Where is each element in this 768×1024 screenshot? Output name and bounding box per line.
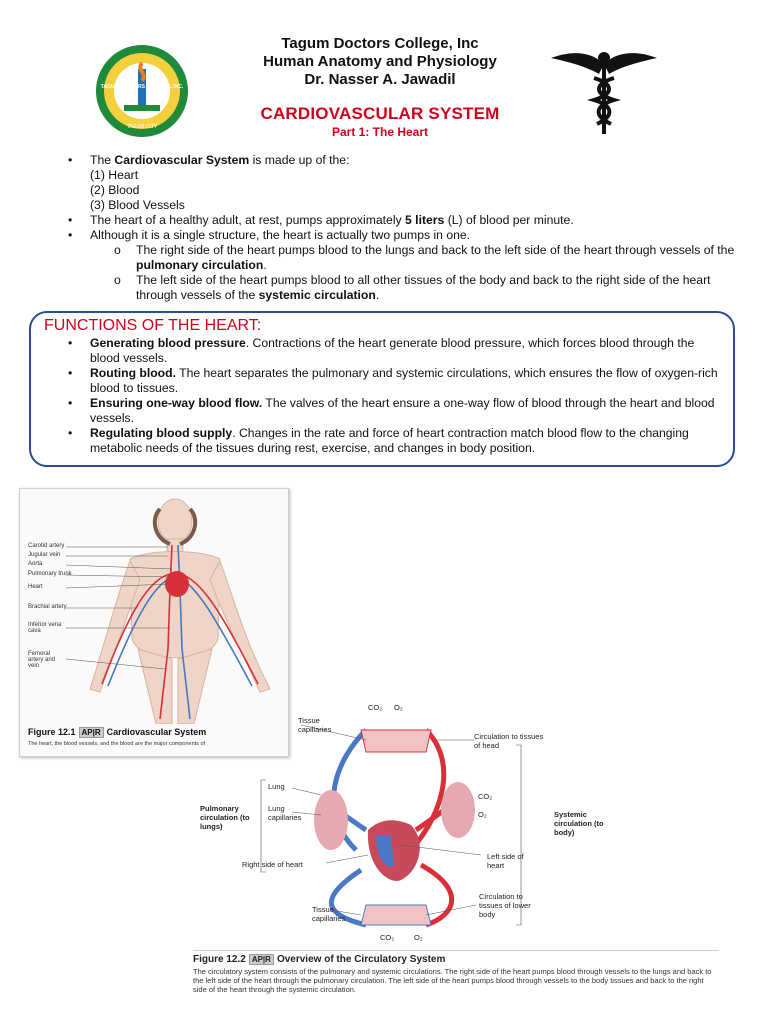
label-co2-right: CO₂ <box>478 792 493 801</box>
label-left-side-heart: Left side of heart <box>487 852 524 870</box>
list-item: (1) Heart <box>90 168 139 182</box>
label-jugular-vein: Jugular vein <box>28 552 61 558</box>
figure1-caption-text: The heart, the blood vessels, and the blood are the major components of <box>28 741 206 747</box>
header-block <box>190 35 570 89</box>
instructor-name: Dr. Nasser A. Jawadil <box>304 71 456 88</box>
bullet-output: • The heart of a healthy adult, at rest, pumps approximately 5 liters (L) of blood per minute. <box>66 213 746 228</box>
figure2-caption <box>193 950 719 994</box>
label-aorta: Aorta <box>28 561 43 567</box>
label-heart: Heart <box>28 584 43 590</box>
label-lung-capillaries: Lung capillaries <box>268 804 302 822</box>
function-item: • Regulating blood supply. Changes in the rate and force of heart contraction match blood flow to the changing metabolic needs of the tissues during rest, exercise, and changes in body position. <box>66 426 726 456</box>
label-circulation-head: Circulation to tissues of head <box>474 732 544 750</box>
label-brachial-artery: Brachial artery <box>28 604 67 610</box>
functions-title: FUNCTIONS OF THE HEART: <box>44 317 262 334</box>
label-tissue-capillaries-bottom: Tissue capillaries <box>312 905 346 923</box>
circulation-diagram <box>196 700 726 950</box>
page-subtitle: Part 1: The Heart <box>331 125 429 139</box>
label-co2-bottom: CO₂ <box>380 933 395 942</box>
function-item: • Ensuring one-way blood flow. The valves of the heart ensure a one-way flow of blood through the heart and blood vessels. <box>66 396 726 426</box>
label-pulmonary-circulation: Pulmonary circulation (to lungs) <box>200 804 250 831</box>
label-lung: Lung <box>268 782 285 791</box>
label-co2-top: CO₂ <box>368 703 383 712</box>
label-systemic-circulation: Systemic circulation (to body) <box>554 810 604 837</box>
function-item: • Generating blood pressure. Contractions of the heart generate blood pressure, which forces blood through the blood vessels. <box>66 336 726 366</box>
logo-city: TAGUM CITY <box>126 124 158 130</box>
functions-list <box>66 336 726 456</box>
label-o2-right: O₂ <box>478 810 487 819</box>
label-circulation-lower-body: Circulation to tissues of lower body <box>479 892 531 919</box>
list-item: (2) Blood <box>90 183 140 197</box>
college-name: Tagum Doctors College, Inc <box>281 35 479 52</box>
sub-bullet-systemic: o The left side of the heart pumps blood to all other tissues of the body and back to the right side of the heart through vessels of the systemic circulation. <box>114 273 711 302</box>
label-femoral-artery-vein: Femoral artery and vein <box>28 651 56 669</box>
label-pulmonary-trunk: Pulmonary trunk <box>28 571 72 577</box>
label-o2-bottom: O₂ <box>414 933 423 942</box>
course-name: Human Anatomy and Physiology <box>263 53 497 70</box>
list-item: (3) Blood Vessels <box>90 198 185 212</box>
label-tissue-capillaries-top: Tissue capillaries <box>298 716 332 734</box>
intro-section <box>66 153 746 303</box>
label-right-side-heart: Right side of heart <box>242 860 303 869</box>
bullet-two-pumps: • Although it is a single structure, the heart is actually two pumps in one. <box>66 228 746 243</box>
figure1-caption-title: Figure 12.1 AP|R Cardiovascular System <box>28 727 207 737</box>
logo-text: TAGUM DOCTORS COLLEGE, INC. <box>100 84 184 90</box>
sub-bullet-pulmonary: o The right side of the heart pumps blood to the lungs and back to the left side of the heart through vessels of the pulmonary circulation. <box>114 243 735 272</box>
label-o2-top: O₂ <box>394 703 403 712</box>
label-carotid-artery: Carotid artery <box>28 543 65 549</box>
figure-circulatory-overview <box>196 700 726 950</box>
figure2-caption-text: The circulatory system consists of the pulmonary and systemic circulations. The right side of the heart pumps blood through vessels to the lungs and back to the left side of the heart through the pulmonary circulation. The left side of the heart pumps blood through vessels to the body tissues and back to the right side of the heart through the systemic circulation. <box>193 967 712 994</box>
function-item: • Routing blood. The heart separates the pulmonary and systemic circulations, which ensures the flow of oxygen-rich blood to tissues. <box>66 366 726 396</box>
label-inferior-vena-cava: Inferior vena cava <box>28 622 62 634</box>
bullet-composition: • The Cardiovascular System is made up of the: <box>66 153 746 168</box>
page-title: CARDIOVASCULAR SYSTEM <box>260 104 500 123</box>
figure2-caption-title: Figure 12.2 AP|R Overview of the Circulatory System <box>193 954 446 965</box>
